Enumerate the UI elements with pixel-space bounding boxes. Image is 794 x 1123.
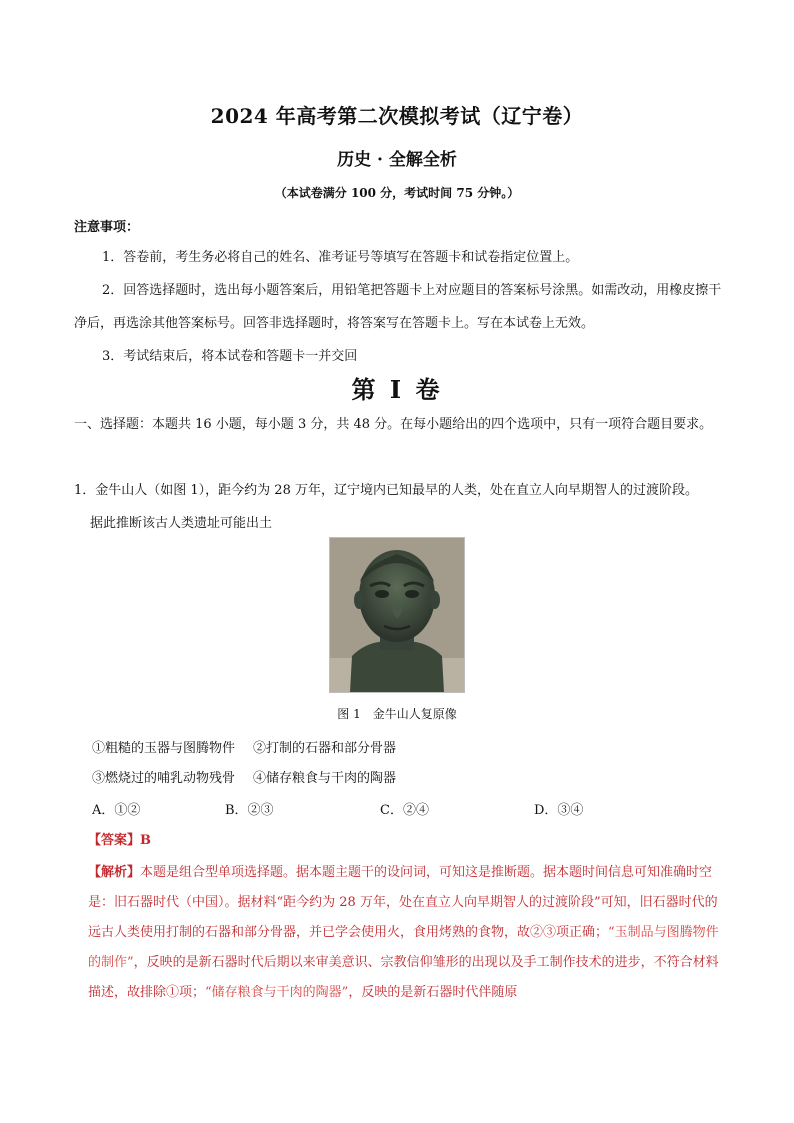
choice-b: B．②③ [225,803,274,818]
option-row-2 [92,767,396,786]
option-4: ④储存粮食与干肉的陶器 [253,771,397,786]
question-1-line-1: 1．金牛山人（如图 1），距今约为 28 万年，辽宁境内已知最早的人类，处在直立人向早期智人的过渡阶段。 [74,483,698,498]
analysis-quote-1: “玉制品与图腾物件的制作” [88,925,719,970]
notice-item-1: 1．答卷前，考生务必将自己的姓名、准考证号等填写在答题卡和试卷指定位置上。 [102,250,579,265]
option-2: ②打制的石器和部分骨器 [253,741,397,756]
exam-note: （本试卷满分 100 分，考试时间 75 分钟。） [274,186,520,200]
analysis-label: 【解析】 [88,865,141,880]
notice-item-2: 2．回答选择题时，选出每小题答案后，用铅笔把答题卡上对应题目的答案标号涂黑。如需改动，用橡皮擦干净后，再选涂其他答案标号。回答非选择题时，将答案写在答题卡上。写在本试卷上无效。 [74,283,722,331]
bust-sculpture-image [330,538,464,692]
analysis-text-1: 本题是组合型单项选择题。据本题主题干的设问词，可知这是推断题。据本题时间信息可知准确时空是：旧石器时代（中国）。据材料“距今约为 28 万年，处在直立人向早期智人的过渡阶段”可知，旧石器时代的远古人类使用打制的石器和部分骨器，并已学会使用火，食用烤熟的食物，故②③项正确； [88,865,718,940]
question-1-stem [74,474,734,540]
analysis-quote-2: “储存粮食与干肉的陶器” [205,985,349,1000]
exam-title: 2024 年高考第二次模拟考试（辽宁卷） [210,104,584,128]
choice-c: C．②④ [380,803,429,818]
notice-heading: 注意事项： [74,220,140,235]
section-intro: 一、选择题：本题共 16 小题，每小题 3 分，共 48 分。在每小题给出的四个选项中，只有一项符合题目要求。 [74,417,713,432]
bust-photo-figure [329,537,465,693]
option-1: ①粗糙的玉器与图腾物件 [92,741,236,756]
choice-d: D．③④ [534,803,584,818]
section-title: 第 I 卷 [351,375,443,404]
figure-caption: 图 1 金牛山人复原像 [337,707,457,721]
option-3: ③燃烧过的哺乳动物残骨 [92,771,236,786]
analysis-text-2: ，反映的是新石器时代后期以来审美意识、宗教信仰雏形的出现以及手工制作技术的进步，不符合材料描述，故排除①项； [88,955,719,1000]
answer-line [88,829,151,848]
exam-subtitle: 历史 · 全解全析 [337,150,457,170]
option-row-1 [92,737,396,756]
answer-value: B [140,833,152,848]
answer-label: 【答案】 [88,833,141,848]
question-1-line-2: 据此推断该古人类遗址可能出土 [90,516,273,531]
analysis-text-3: ，反映的是新石器时代伴随原 [348,985,518,1000]
analysis-block [88,858,728,1008]
choice-a: A．①② [92,803,141,818]
notice-item-3: 3．考试结束后，将本试卷和答题卡一并交回 [102,349,358,364]
